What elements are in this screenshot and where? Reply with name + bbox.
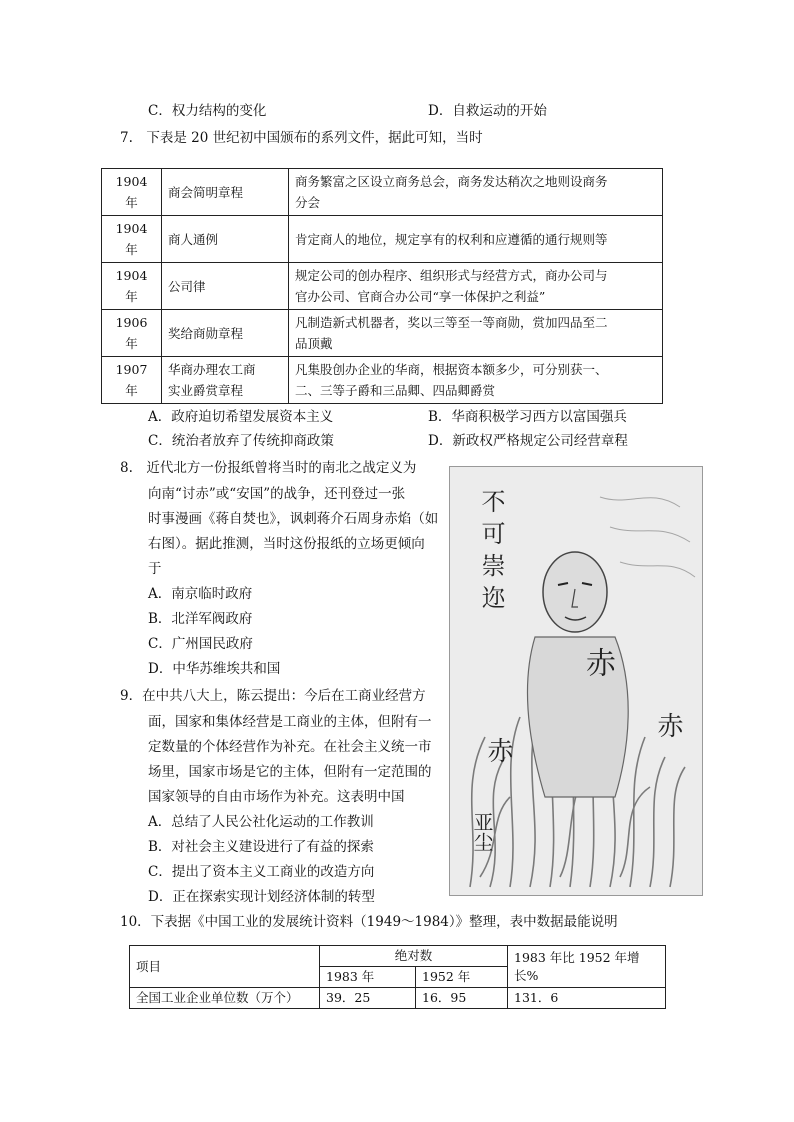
content-cell: 商务繁富之区设立商务总会，商务发达稍次之地则设商务 分会 (289, 169, 663, 216)
content-cell: 凡集股创办企业的华商，根据资本额多少，可分别获一、 二、三等子爵和三品卿、四品卿爵赏 (289, 357, 663, 404)
q8-line1: 8. 近代北方一份报纸曾将当时的南北之战定义为 (120, 460, 417, 476)
q9-line4: 场里，国家市场是它的主体，但附有一定范围的 (148, 764, 432, 780)
table-row (130, 946, 666, 967)
q8-option-c: C．广州国民政府 (148, 636, 253, 652)
table-row (102, 169, 663, 216)
q8-option-a: A．南京临时政府 (148, 586, 253, 602)
value-1952: 16．95 (416, 988, 508, 1009)
q9-option-a: A．总结了人民公社化运动的工作教训 (148, 814, 374, 830)
q8-line3: 时事漫画《蒋自焚也》，讽刺蒋介石周身赤焰（如 (148, 511, 439, 527)
q8-line5: 于 (148, 561, 162, 577)
q9-line2: 面，国家和集体经营是工商业的主体，但附有一 (148, 714, 432, 730)
cartoon-image (449, 466, 703, 896)
cartoon-caption: 不可崇迩 (477, 489, 505, 617)
value-1983: 39．25 (320, 988, 416, 1009)
row-label: 全国工业企业单位数（万个） (130, 988, 320, 1009)
header-item: 项目 (130, 946, 320, 988)
q7-option-d: D．新政权严格规定公司经营章程 (428, 433, 628, 449)
doc-cell: 公司律 (162, 263, 289, 310)
cartoon-signature: 亚尘 (470, 812, 494, 852)
q8-line4: 右图）。据此推测，当时这份报纸的立场更倾向 (148, 536, 425, 552)
doc-cell: 华商办理农工商 实业爵赏章程 (162, 357, 289, 404)
q7-table (101, 168, 663, 404)
q9-line1: 9．在中共八大上，陈云提出：今后在工商业经营方 (120, 688, 426, 704)
header-absolute: 绝对数 (320, 946, 508, 967)
q8-option-b: B．北洋军阀政府 (148, 611, 253, 627)
q10-stem: 10．下表据《中国工业的发展统计资料（1949～1984）》整理，表中数据最能说明 (120, 914, 618, 930)
content-cell: 凡制造新式机器者，奖以三等至一等商勋，赏加四品至二 品顶戴 (289, 310, 663, 357)
content-cell: 肯定商人的地位，规定享有的权利和应遵循的通行规则等 (289, 216, 663, 263)
table-row (102, 310, 663, 357)
table-row (102, 216, 663, 263)
table-row (102, 263, 663, 310)
cartoon-mark-right: 赤 (653, 712, 683, 738)
q6-option-d: D．自救运动的开始 (428, 103, 547, 119)
value-growth: 131．6 (508, 988, 666, 1009)
cartoon-mark-center: 赤 (580, 647, 615, 677)
q9-option-b: B．对社会主义建设进行了有益的探索 (148, 839, 374, 855)
doc-cell: 商人通例 (162, 216, 289, 263)
q7-option-c: C．统治者放弃了传统抑商政策 (148, 433, 334, 449)
doc-cell: 商会简明章程 (162, 169, 289, 216)
q9-line5: 国家领导的自由市场作为补充。这表明中国 (148, 789, 405, 805)
q10-table (129, 945, 666, 1009)
q8-line2: 向南“讨赤”或“安国”的战争，还刊登过一张 (148, 486, 406, 502)
header-1952: 1952 年 (416, 967, 508, 988)
year-cell: 1904 年 (102, 263, 162, 310)
content-cell: 规定公司的创办程序、组织形式与经营方式，商办公司与 官办公司、官商合办公司“享一体保护之利益” (289, 263, 663, 310)
q9-line3: 定数量的个体经营作为补充。在社会主义统一市 (148, 739, 432, 755)
q7-stem: 7. 下表是 20 世纪初中国颁布的系列文件，据此可知，当时 (120, 130, 483, 146)
q9-option-c: C．提出了资本主义工商业的改造方向 (148, 864, 375, 880)
q7-option-a: A．政府迫切希望发展资本主义 (148, 409, 334, 425)
doc-cell: 奖给商勋章程 (162, 310, 289, 357)
year-cell: 1907 年 (102, 357, 162, 404)
table-row (102, 357, 663, 404)
header-growth: 1983 年比 1952 年增长% (508, 946, 666, 988)
header-1983: 1983 年 (320, 967, 416, 988)
cartoon-mark-left: 赤 (483, 737, 513, 763)
q9-option-d: D．正在探索实现计划经济体制的转型 (148, 889, 375, 905)
table-row (130, 988, 666, 1009)
q7-option-b: B．华商积极学习西方以富国强兵 (428, 409, 627, 425)
year-cell: 1904 年 (102, 216, 162, 263)
q6-option-c: C．权力结构的变化 (148, 103, 267, 119)
year-cell: 1904 年 (102, 169, 162, 216)
year-cell: 1906 年 (102, 310, 162, 357)
q8-option-d: D．中华苏维埃共和国 (148, 661, 281, 677)
